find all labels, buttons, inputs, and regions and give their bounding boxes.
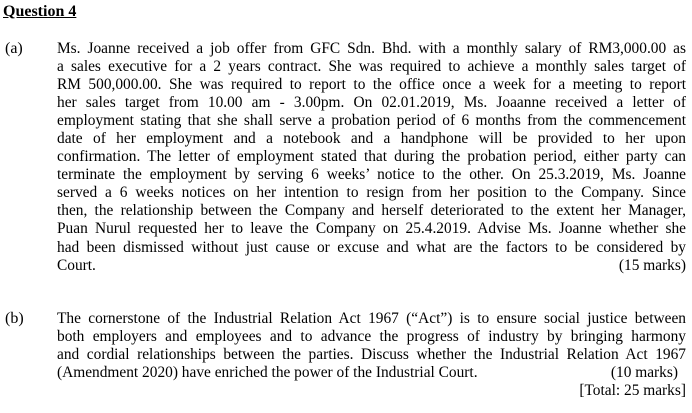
part-a-line: RM 500,000.00. She was required to report to the office once a week for a meeting to report [57,76,686,94]
part-a-line: a sales executive for a 2 years contract. She was required to achieve a monthly sales target of [57,58,686,76]
part-b-line: and cordial relationships between the parties. Discuss whether the Industrial Relation Act 1967 [57,346,686,364]
part-b-text [57,310,686,382]
part-b-last-line [57,364,686,382]
part-b-label: (b) [5,310,24,327]
part-a-line: date of her employment and a notebook and a handphone will be provided to her upon [57,130,686,148]
part-b-line: both employers and employees and to advance the progress of industry by bringing harmony [57,328,686,346]
part-a-last-text: Court. [57,256,96,274]
part-b-marks: (10 marks) [610,364,678,382]
part-a-text [57,40,686,275]
part-a-line: Puan Nurul requested her to leave the Company on 25.4.2019. Advise Ms. Joanne whether she [57,220,686,238]
part-a-line: Ms. Joanne received a job offer from GFC Sdn. Bhd. with a monthly salary of RM3,000.00 as [57,40,686,57]
part-a-line: then, the relationship between the Company and herself deteriorated to the extent her Manager, [57,202,686,220]
part-a-label: (a) [5,40,23,57]
part-b-last-text: (Amendment 2020) have enriched the power of the Industrial Court. [57,364,478,382]
part-a-line: employment stating that she shall serve a probation period of 6 months from the commencement [57,112,686,130]
total-marks: [Total: 25 marks] [579,382,686,399]
part-a-marks: (15 marks) [618,256,686,274]
part-a-line: had been dismissed without just cause or excuse and what are the factors to be considered by [57,238,686,256]
part-a-line: served a 6 weeks notices on her intention to resign from her position to the Company. Since [57,184,686,202]
part-b-line: The cornerstone of the Industrial Relation Act 1967 (“Act”) is to ensure social justice between [57,310,686,327]
part-a-last-line [57,257,686,275]
part-a-line: terminate the employment by serving 6 weeks’ notice to the other. On 25.3.2019, Ms. Joanne [57,166,686,184]
question-title: Question 4 [3,3,77,20]
part-a-line: her sales target from 10.00 am - 3.00pm. On 02.01.2019, Ms. Joaanne received a letter of [57,94,686,112]
part-a-line: confirmation. The letter of employment stated that during the probation period, either party can [57,148,686,166]
